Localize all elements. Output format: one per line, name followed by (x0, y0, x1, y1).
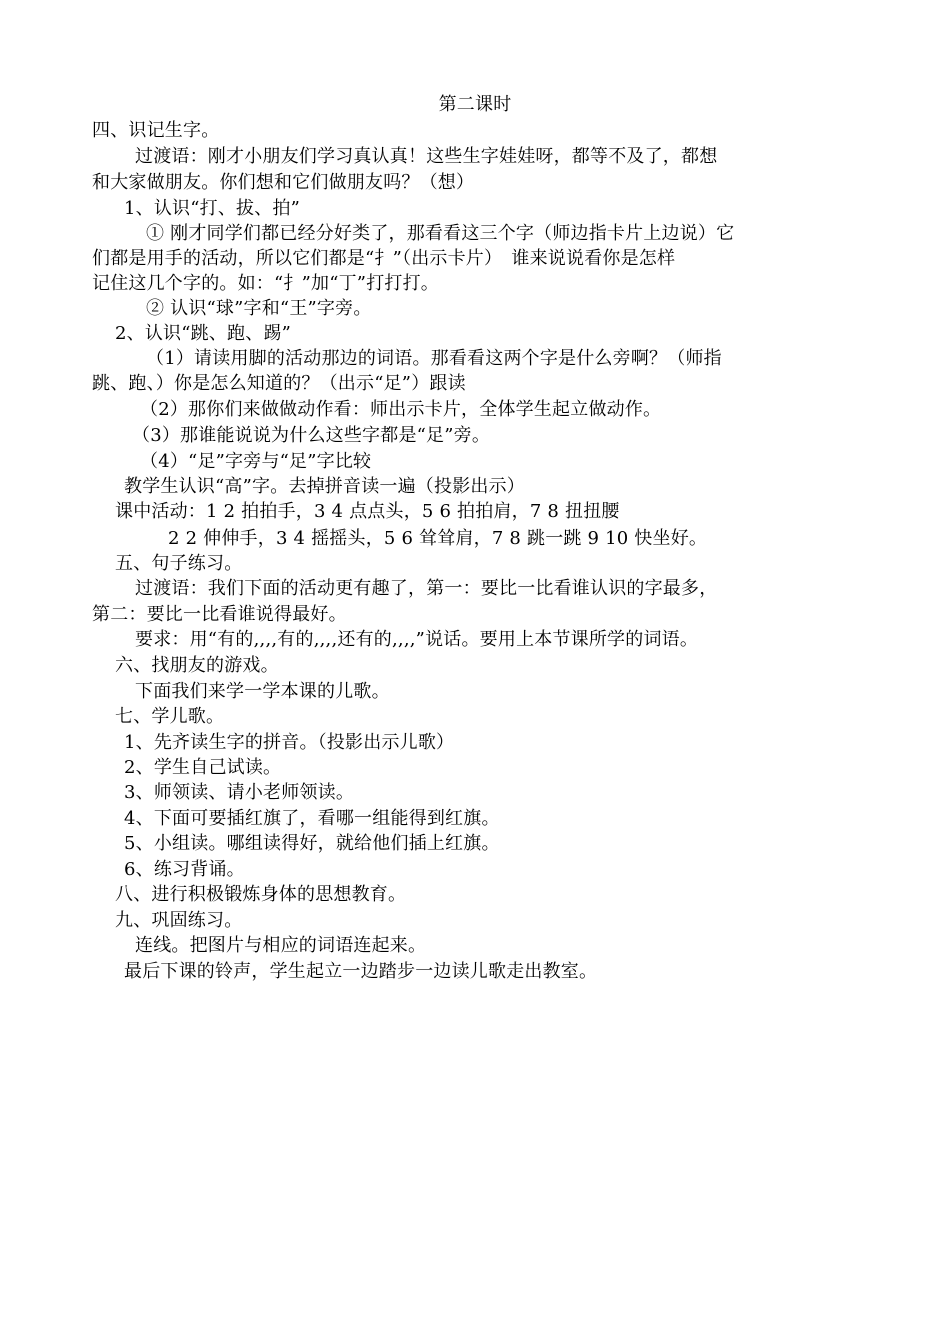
paragraph-line: （2）那你们来做做动作看：师出示卡片，全体学生起立做动作。 (140, 399, 662, 420)
list-item: 3、师领读、请小老师领读。 (124, 782, 355, 803)
paragraph-line: 记住这几个字的。如：“扌”加“丁”打打打。 (92, 273, 440, 294)
section-heading: 八、进行积极锻炼身体的思想教育。 (115, 884, 407, 905)
paragraph-line: 过渡语：刚才小朋友们学习真认真！这些生字娃娃呀，都等不及了，都想 (135, 146, 718, 167)
list-item: 5、小组读。哪组读得好，就给他们插上红旗。 (124, 833, 500, 854)
list-item: 1、先齐读生字的拼音。（投影出示儿歌） (124, 732, 455, 753)
paragraph-line: 要求：用“有的,,,,有的,,,,还有的,,,,”说话。要用上本节课所学的词语。 (135, 629, 699, 650)
section-heading: 四、识记生字。 (92, 120, 220, 141)
paragraph-line: 2 2 伸伸手，3 4 摇摇头，5 6 耸耸肩，7 8 跳一跳 9 10 快坐好。 (168, 528, 708, 549)
section-heading: 九、巩固练习。 (115, 910, 243, 931)
section-heading: 五、句子练习。 (115, 553, 243, 574)
paragraph-line: 们都是用手的活动，所以它们都是“扌”（出示卡片） 谁来说说看你是怎样 (92, 248, 676, 269)
paragraph-line: 最后下课的铃声，学生起立一边踏步一边读儿歌走出教室。 (124, 961, 598, 982)
paragraph-line: ① 刚才同学们都已经分好类了，那看看这三个字（师边指卡片上边说）它 (146, 223, 735, 244)
list-item: 6、练习背诵。 (124, 859, 245, 880)
paragraph-line: 下面我们来学一学本课的儿歌。 (135, 681, 390, 702)
section-heading: 六、找朋友的游戏。 (115, 655, 279, 676)
paragraph-line: ② 认识“球”字和“王”字旁。 (146, 298, 372, 319)
paragraph-line: 跳、跑、）你是怎么知道的？（出示“足”）跟读 (92, 373, 466, 394)
paragraph-line: 第二：要比一比看谁说得最好。 (92, 604, 347, 625)
lesson-title: 第二课时 (438, 94, 512, 115)
list-item: 2、认识“跳、跑、踢” (115, 323, 292, 344)
paragraph-line: 过渡语：我们下面的活动更有趣了，第一：要比一比看谁认识的字最多， (135, 578, 718, 599)
section-heading: 七、学儿歌。 (115, 706, 225, 727)
paragraph-line: （1）请读用脚的活动那边的词语。那看看这两个字是什么旁啊？（师指 (146, 348, 722, 369)
list-item: 1、认识“打、拔、拍” (124, 198, 301, 219)
paragraph-line: 课中活动：1 2 拍拍手，3 4 点点头，5 6 拍拍肩，7 8 扭扭腰 (115, 501, 620, 522)
paragraph-line: 和大家做朋友。你们想和它们做朋友吗？（想） (92, 172, 475, 193)
paragraph-line: （3）那谁能说说为什么这些字都是“足”旁。 (132, 425, 491, 446)
paragraph-line: 连线。把图片与相应的词语连起来。 (135, 935, 427, 956)
list-item: 4、下面可要插红旗了，看哪一组能得到红旗。 (124, 808, 500, 829)
list-item: 2、学生自己试读。 (124, 757, 282, 778)
paragraph-line: 教学生认识“高”字。去掉拼音读一遍（投影出示） (124, 476, 526, 497)
paragraph-line: （4）“足”字旁与“足”字比较 (140, 451, 372, 472)
